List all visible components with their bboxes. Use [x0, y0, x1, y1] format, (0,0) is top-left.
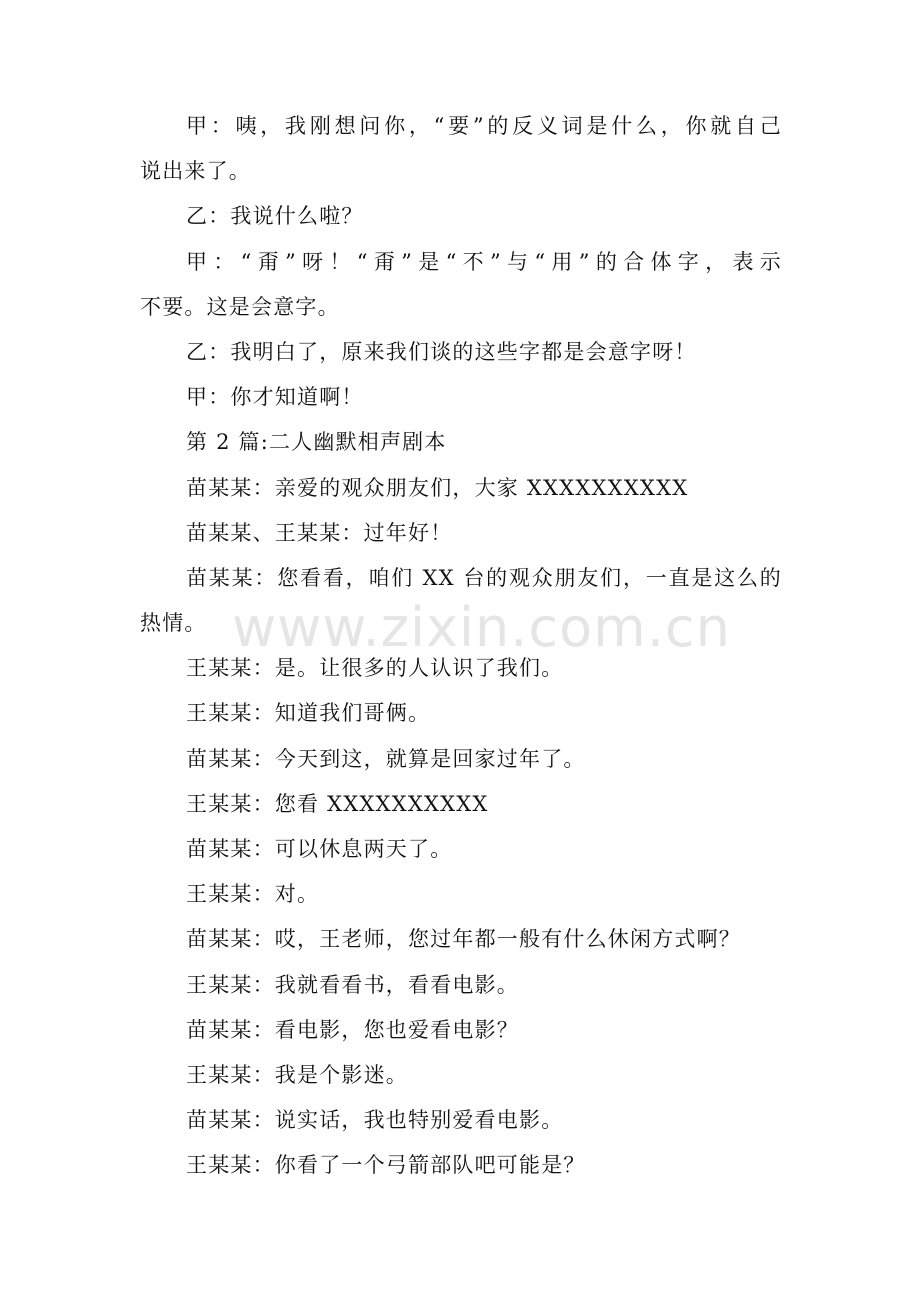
text-line: 甲：咦，我刚想问你，“要”的反义词是什么，你就自己: [186, 114, 782, 138]
text-line: 苗某某：您看看，咱们 XX 台的观众朋友们，一直是这么的: [186, 565, 782, 590]
text-line: 乙：我明白了，原来我们谈的这些字都是会意字呀！: [186, 339, 697, 364]
text-line: 苗某某：看电影，您也爱看电影？: [186, 1017, 519, 1042]
text-line: 王某某：我就看看书，看看电影。: [186, 972, 519, 997]
text-line: 王某某：我是个影迷。: [186, 1062, 408, 1087]
text-line: 王某某：你看了一个弓箭部队吧可能是？: [186, 1153, 586, 1178]
text-line: 甲：你才知道啊！: [186, 385, 364, 410]
text-line: 说出来了。: [140, 159, 251, 184]
text-line: 苗某某、王某某：过年好！: [186, 520, 453, 545]
text-line: 王某某：对。: [186, 882, 320, 907]
watermark-text: www.zixin.com.cn: [232, 596, 731, 659]
section-heading: 第 2 篇:二人幽默相声剧本: [186, 430, 447, 455]
text-line: 苗某某：说实话，我也特别爱看电影。: [186, 1108, 564, 1133]
text-line: 乙：我说什么啦？: [186, 204, 364, 229]
text-line: 苗某某：哎，王老师，您过年都一般有什么休闲方式啊？: [186, 927, 741, 952]
text-line: 甲：“甭”呀！“甭”是“不”与“用”的合体字，表示: [186, 249, 782, 274]
text-line: 王某某：是。让很多的人认识了我们。: [186, 656, 564, 681]
document-body: [140, 104, 782, 1189]
text-line: 不要。这是会意字。: [140, 294, 340, 319]
text-line: 王某某：知道我们哥俩。: [186, 701, 431, 726]
text-line: 热情。: [140, 611, 207, 636]
text-line: 苗某某：可以休息两天了。: [186, 837, 453, 861]
text-line: 王某某：您看 XXXXXXXXXX: [186, 791, 489, 816]
text-line: 苗某某：今天到这，就算是回家过年了。: [186, 746, 586, 771]
text-line: 苗某某：亲爱的观众朋友们，大家 XXXXXXXXXX: [186, 475, 689, 500]
